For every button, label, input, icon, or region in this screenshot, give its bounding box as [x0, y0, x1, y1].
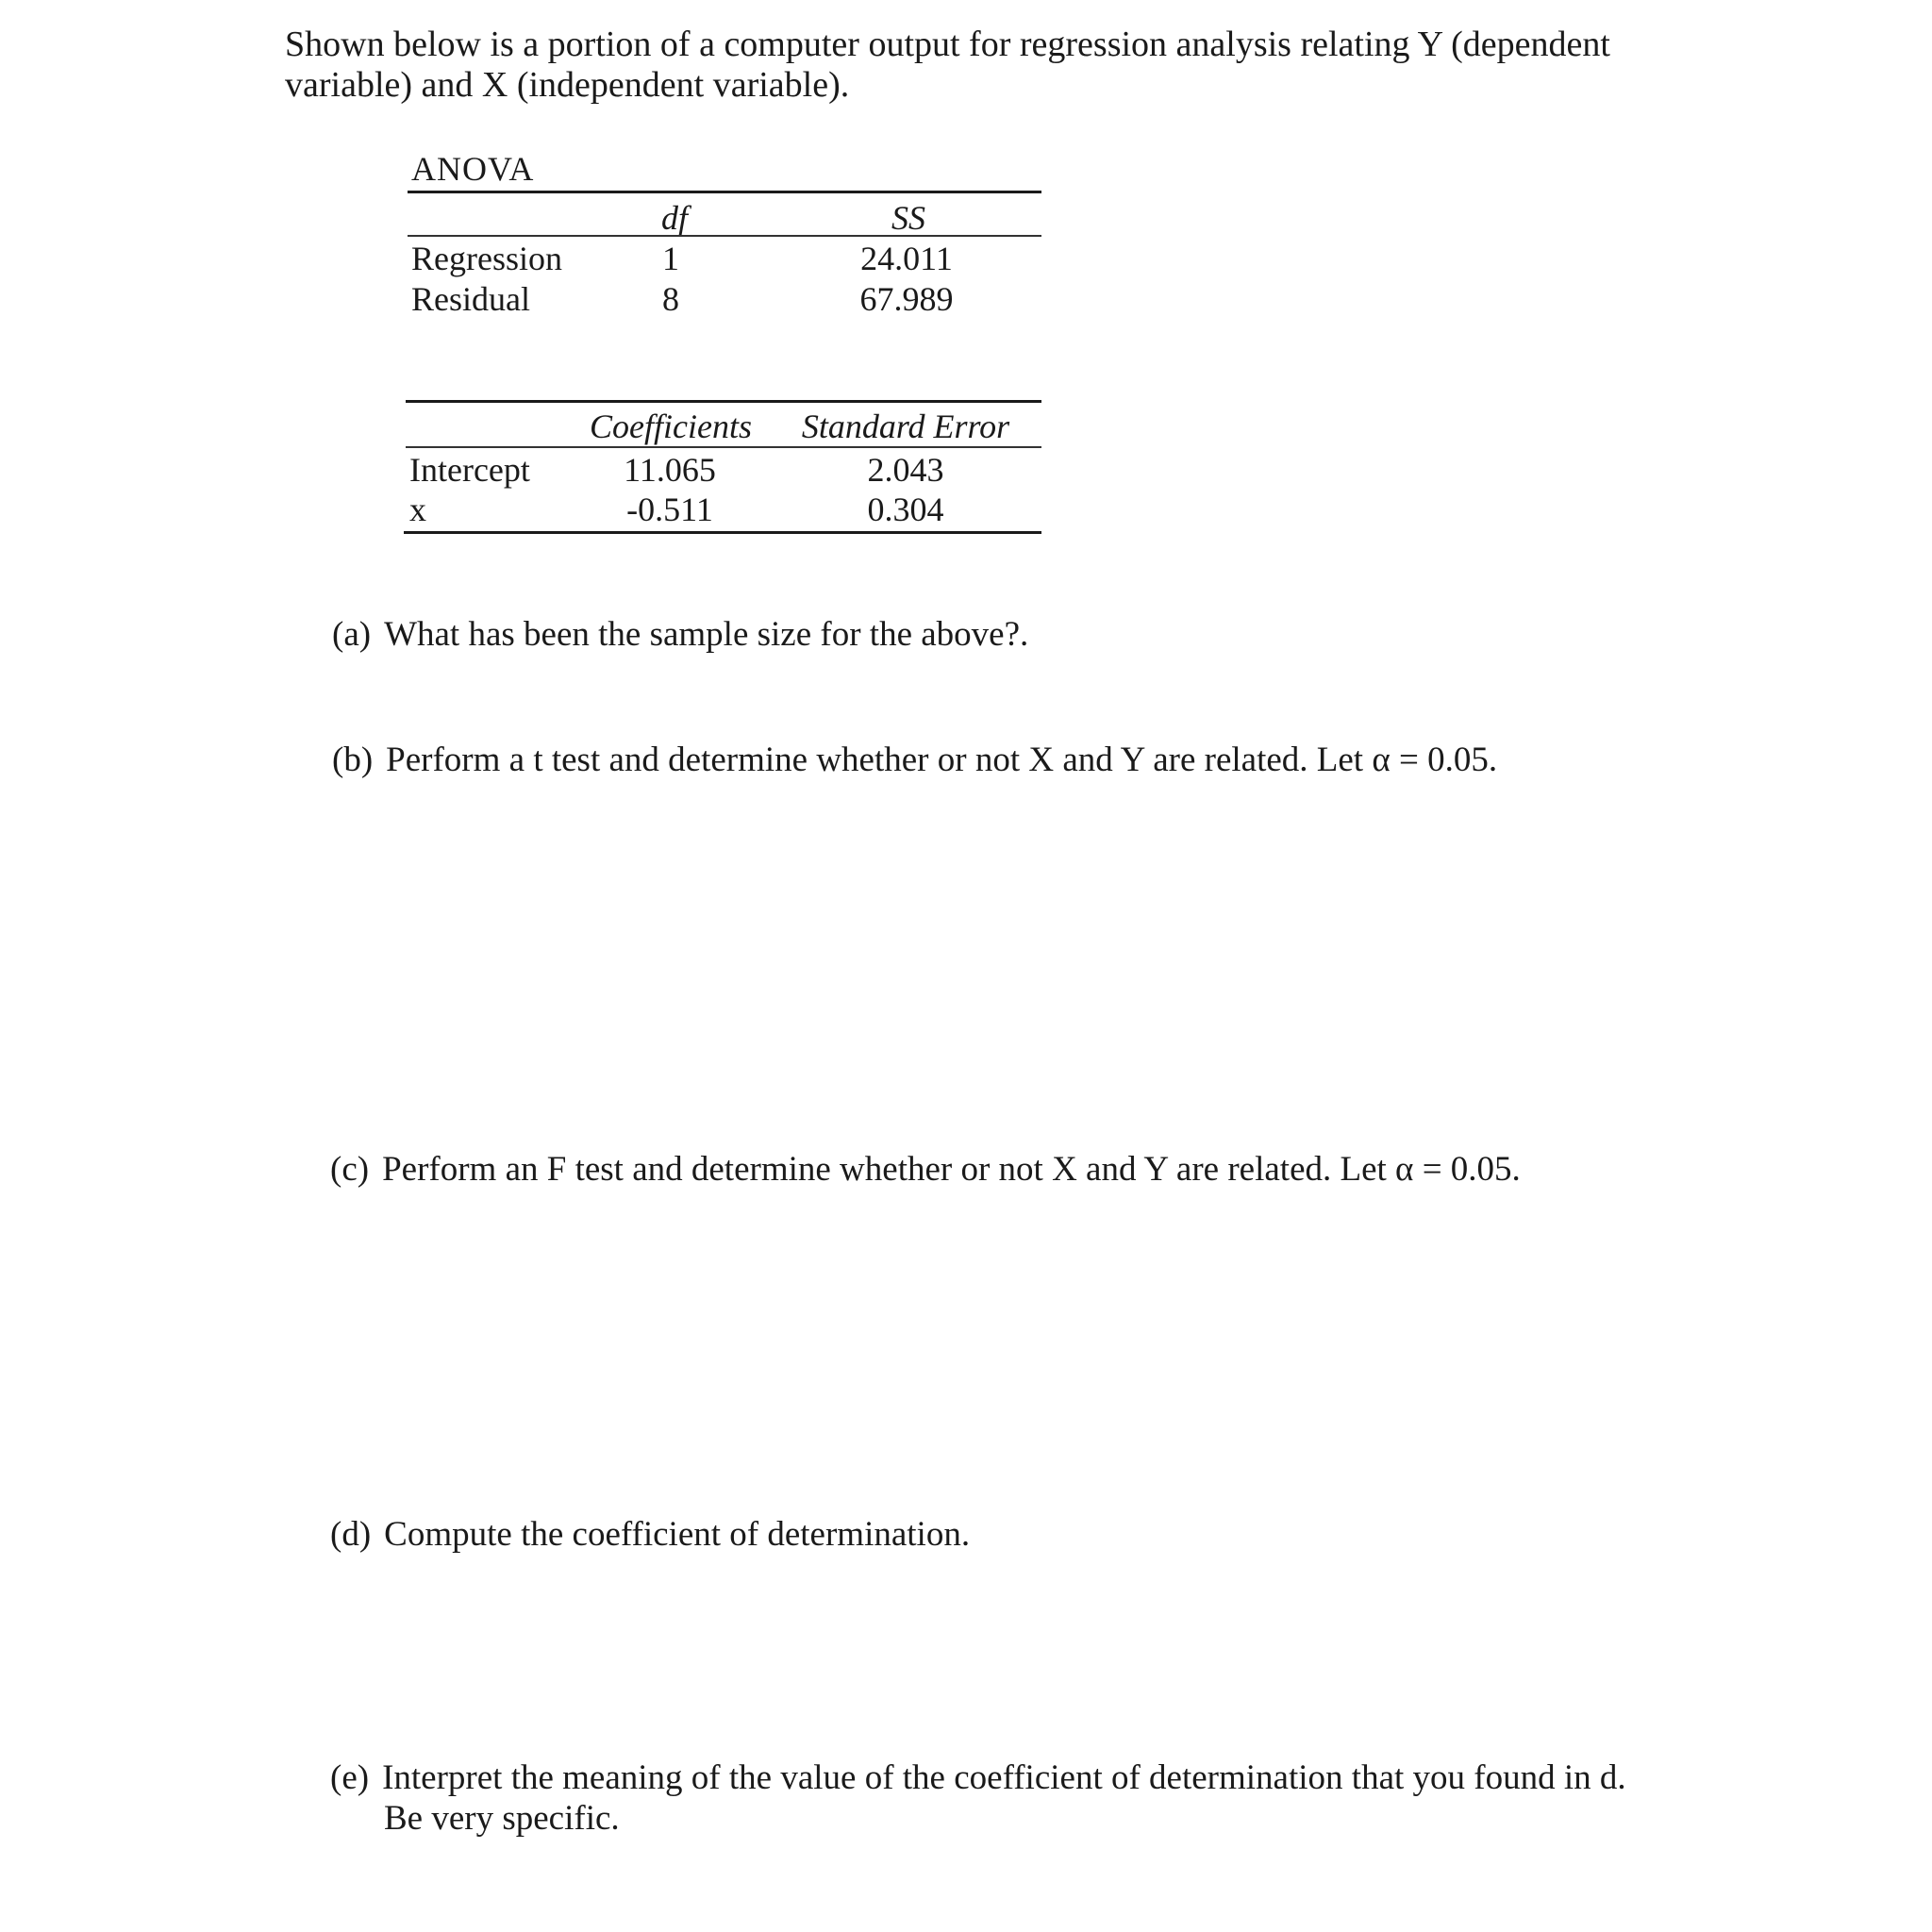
question-text: Compute the coefficient of determination.: [384, 1515, 971, 1554]
question-a: [332, 614, 1028, 655]
question-letter: (e): [330, 1758, 370, 1797]
question-letter: (c): [330, 1150, 370, 1189]
question-letter: (a): [332, 615, 372, 654]
question-e: [330, 1757, 1626, 1839]
question-d: [330, 1514, 970, 1555]
question-c: [330, 1149, 1521, 1190]
question-letter: (d): [330, 1515, 372, 1554]
coef-header-standard-error: Standard Error: [801, 408, 1010, 445]
question-text: Perform a t test and determine whether or not X and Y are related. Let α = 0.05.: [386, 741, 1498, 779]
coef-row-label: x: [409, 491, 426, 528]
intro-paragraph: Shown below is a portion of a computer output for regression analysis relating Y (dependent variable) and X (independent variable).: [285, 25, 1610, 105]
question-text: What has been the sample size for the above?.: [384, 615, 1029, 654]
coef-row-se: 0.304: [867, 491, 944, 528]
coef-row-label: Intercept: [409, 451, 530, 489]
anova-top-rule: [408, 191, 1041, 193]
question-text-continuation: Be very specific.: [384, 1799, 620, 1838]
anova-row-label: Regression: [411, 240, 562, 277]
coef-row-value: 11.065: [624, 451, 716, 489]
question-letter: (b): [332, 741, 374, 779]
anova-row-ss: 24.011: [860, 240, 953, 277]
coef-header-rule: [406, 446, 1041, 448]
anova-header-df: df: [660, 199, 689, 237]
coef-bottom-rule: [404, 531, 1041, 534]
anova-row-df: 1: [662, 240, 679, 277]
question-text: Interpret the meaning of the value of the coefficient of determination that you found in d.: [382, 1758, 1626, 1797]
anova-header-rule: [408, 235, 1041, 237]
coef-header-coefficients: Coefficients: [590, 408, 752, 445]
anova-header-ss: SS: [891, 199, 925, 237]
anova-row-df: 8: [662, 280, 679, 318]
coef-row-se: 2.043: [867, 451, 944, 489]
question-text: Perform an F test and determine whether or not X and Y are related. Let α = 0.05.: [382, 1150, 1521, 1189]
anova-title: ANOVA: [411, 150, 535, 188]
coef-top-rule: [406, 400, 1041, 403]
anova-row-ss: 67.989: [859, 280, 954, 318]
coef-row-value: -0.511: [626, 491, 713, 528]
anova-row-label: Residual: [411, 280, 530, 318]
question-b: [332, 740, 1497, 780]
